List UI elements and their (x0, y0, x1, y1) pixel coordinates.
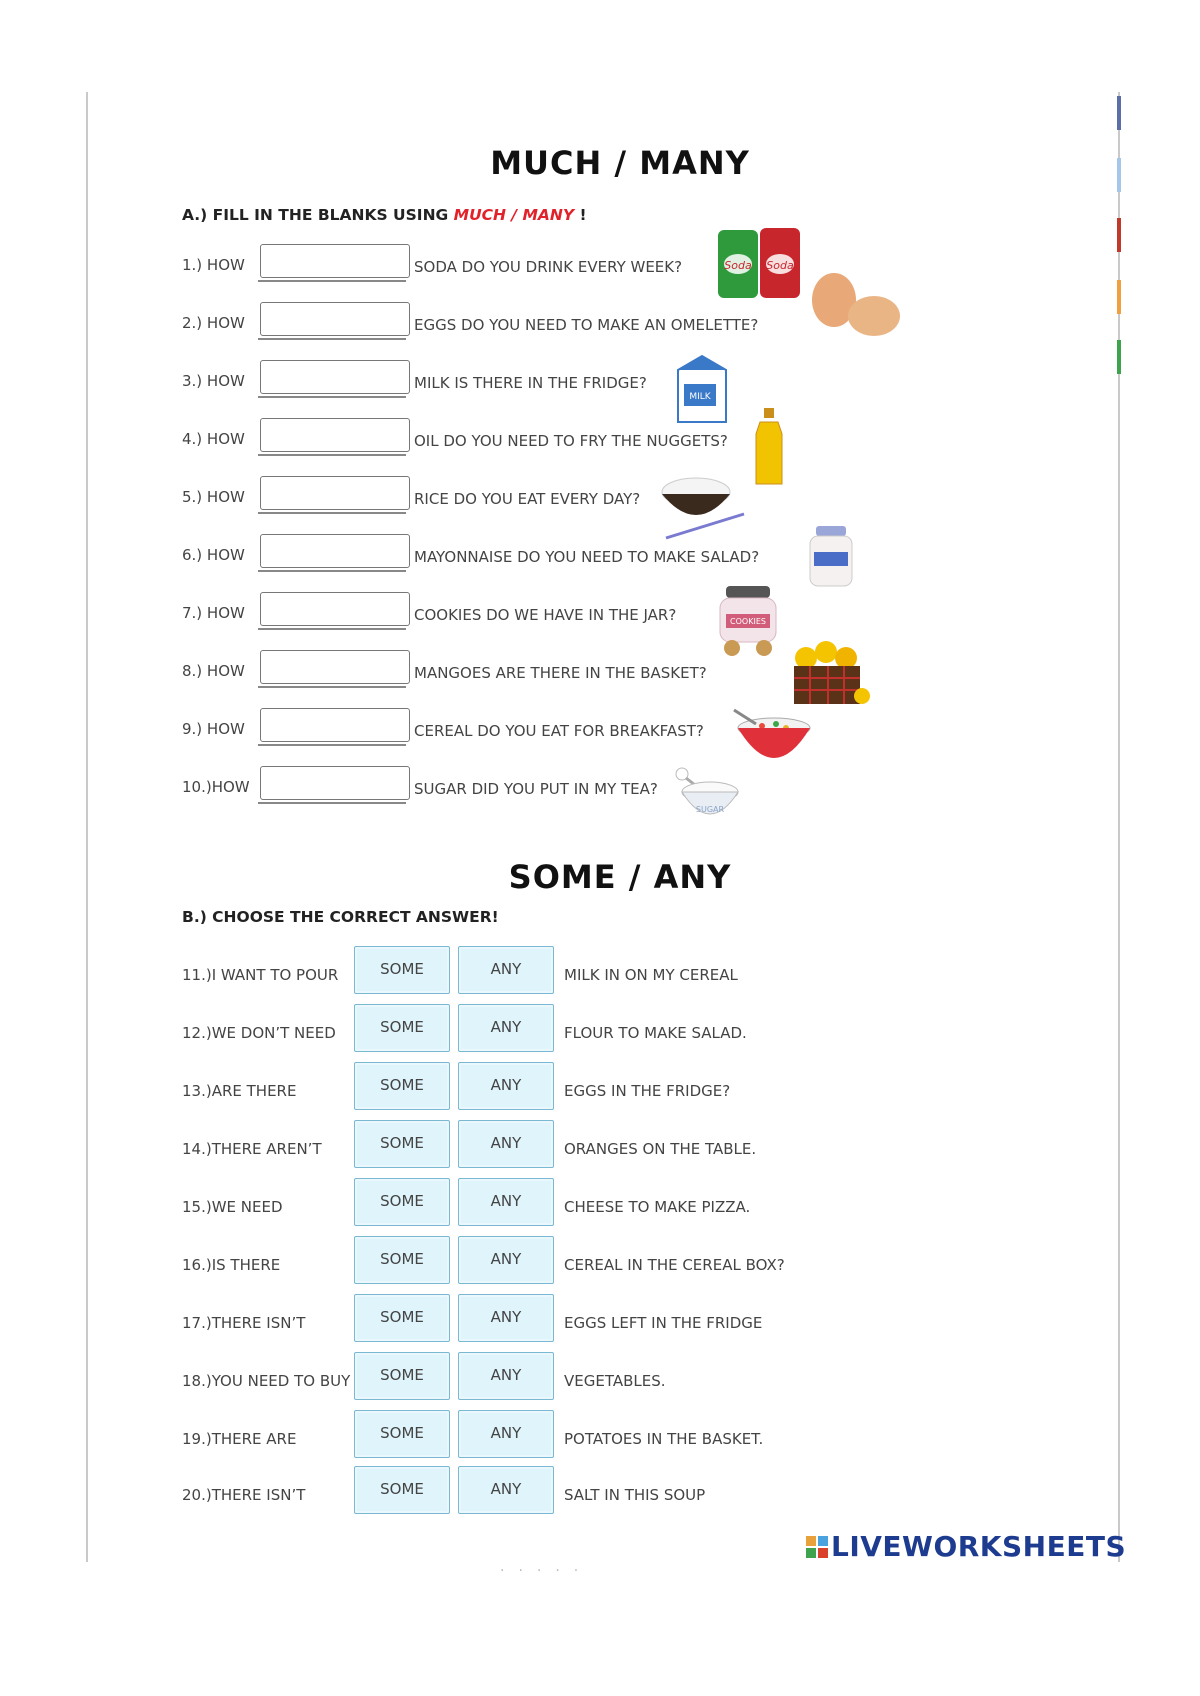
question-number: 9.) HOW (182, 720, 245, 738)
answer-input-5[interactable] (260, 476, 410, 510)
answer-underline (258, 802, 406, 804)
answer-input-6[interactable] (260, 534, 410, 568)
choice-row-16 (182, 1236, 882, 1286)
edge-color-mark (1117, 280, 1121, 314)
choice-row-13 (182, 1062, 882, 1112)
question-text: MAYONNAISE DO YOU NEED TO MAKE SALAD? (414, 548, 760, 566)
question-text: CEREAL DO YOU EAT FOR BREAKFAST? (414, 722, 704, 740)
milk-label: MILK (689, 392, 711, 402)
question-number: 3.) HOW (182, 372, 245, 390)
section-a-instruction (182, 206, 587, 224)
choice-row-20 (182, 1466, 882, 1516)
cereal-bowl-image (732, 706, 814, 772)
question-text: SUGAR DID YOU PUT IN MY TEA? (414, 780, 658, 798)
mango-basket-image (790, 640, 872, 710)
instruction-prefix: A.) FILL IN THE BLANKS USING (182, 206, 454, 224)
choice-row-18 (182, 1352, 882, 1402)
sentence-end: ORANGES ON THE TABLE. (564, 1140, 757, 1158)
some-option-button[interactable]: SOME (354, 1410, 450, 1458)
some-any-title: SOME / ANY (508, 858, 732, 896)
sentence-start: 15.)WE NEED (182, 1198, 283, 1216)
answer-input-4[interactable] (260, 418, 410, 452)
soda-label: Soda (724, 259, 752, 272)
page-border-left (86, 92, 88, 1562)
edge-color-mark (1117, 340, 1121, 374)
some-option-button[interactable]: SOME (354, 1236, 450, 1284)
much-many-title: MUCH / MANY (490, 144, 750, 182)
any-option-button[interactable]: ANY (458, 1120, 554, 1168)
choice-row-14 (182, 1120, 882, 1170)
choice-row-15 (182, 1178, 882, 1228)
choice-row-19 (182, 1410, 882, 1460)
question-number: 2.) HOW (182, 314, 245, 332)
liveworksheets-logo-icon (806, 1536, 828, 1558)
sentence-end: EGGS IN THE FRIDGE? (564, 1082, 731, 1100)
some-option-button[interactable]: SOME (354, 1466, 450, 1514)
section-b-instruction: B.) CHOOSE THE CORRECT ANSWER! (182, 908, 499, 926)
soda-cans-image (716, 224, 806, 304)
rice-bowl-image (656, 468, 748, 544)
oil-bottle-image (754, 408, 784, 486)
some-option-button[interactable]: SOME (354, 1178, 450, 1226)
any-option-button[interactable]: ANY (458, 1466, 554, 1514)
any-option-button[interactable]: ANY (458, 1004, 554, 1052)
sentence-end: POTATOES IN THE BASKET. (564, 1430, 764, 1448)
question-text: SODA DO YOU DRINK EVERY WEEK? (414, 258, 683, 276)
brand-name: LIVEWORKSHEETS (831, 1530, 1127, 1563)
choice-row-17 (182, 1294, 882, 1344)
footer-dots: ····· (500, 1563, 593, 1579)
some-option-button[interactable]: SOME (354, 1120, 450, 1168)
answer-underline (258, 570, 406, 572)
sentence-start: 17.)THERE ISN’T (182, 1314, 306, 1332)
answer-underline (258, 512, 406, 514)
question-text: EGGS DO YOU NEED TO MAKE AN OMELETTE? (414, 316, 759, 334)
some-option-button[interactable]: SOME (354, 1004, 450, 1052)
answer-input-3[interactable] (260, 360, 410, 394)
choice-row-12 (182, 1004, 882, 1054)
sentence-end: EGGS LEFT IN THE FRIDGE (564, 1314, 763, 1332)
some-option-button[interactable]: SOME (354, 946, 450, 994)
question-text: RICE DO YOU EAT EVERY DAY? (414, 490, 641, 508)
question-text: OIL DO YOU NEED TO FRY THE NUGGETS? (414, 432, 728, 450)
any-option-button[interactable]: ANY (458, 1178, 554, 1226)
liveworksheets-brand[interactable] (806, 1530, 1126, 1563)
edge-color-mark (1117, 218, 1121, 252)
sentence-end: CHEESE TO MAKE PIZZA. (564, 1198, 751, 1216)
soda-label: Soda (766, 259, 794, 272)
sentence-end: SALT IN THIS SOUP (564, 1486, 706, 1504)
answer-input-7[interactable] (260, 592, 410, 626)
answer-underline (258, 338, 406, 340)
answer-input-8[interactable] (260, 650, 410, 684)
instruction-suffix: ! (574, 206, 587, 224)
choice-row-11 (182, 946, 882, 996)
answer-input-1[interactable] (260, 244, 410, 278)
any-option-button[interactable]: ANY (458, 1410, 554, 1458)
any-option-button[interactable]: ANY (458, 1294, 554, 1342)
question-number: 7.) HOW (182, 604, 245, 622)
question-number: 6.) HOW (182, 546, 245, 564)
sentence-start: 12.)WE DON’T NEED (182, 1024, 336, 1042)
answer-underline (258, 744, 406, 746)
sentence-start: 19.)THERE ARE (182, 1430, 297, 1448)
question-text: MANGOES ARE THERE IN THE BASKET? (414, 664, 707, 682)
instruction-highlight: MUCH / MANY (453, 206, 575, 224)
sentence-end: FLOUR TO MAKE SALAD. (564, 1024, 747, 1042)
sentence-start: 20.)THERE ISN’T (182, 1486, 306, 1504)
sentence-start: 16.)IS THERE (182, 1256, 281, 1274)
eggs-image (806, 268, 902, 340)
any-option-button[interactable]: ANY (458, 1352, 554, 1400)
sentence-start: 11.)I WANT TO POUR (182, 966, 339, 984)
cookie-label: COOKIES (730, 617, 766, 626)
sentence-end: MILK IN ON MY CEREAL (564, 966, 738, 984)
answer-underline (258, 396, 406, 398)
sentence-start: 13.)ARE THERE (182, 1082, 297, 1100)
edge-color-mark (1117, 96, 1121, 130)
any-option-button[interactable]: ANY (458, 946, 554, 994)
milk-carton-image (672, 352, 732, 426)
question-number: 10.)HOW (182, 778, 250, 796)
question-number: 4.) HOW (182, 430, 245, 448)
sentence-end: VEGETABLES. (564, 1372, 666, 1390)
some-option-button[interactable]: SOME (354, 1352, 450, 1400)
some-option-button[interactable]: SOME (354, 1062, 450, 1110)
some-option-button[interactable]: SOME (354, 1294, 450, 1342)
answer-underline (258, 454, 406, 456)
question-number: 8.) HOW (182, 662, 245, 680)
sugar-bowl-image (672, 762, 744, 828)
answer-input-10[interactable] (260, 766, 410, 800)
question-number: 1.) HOW (182, 256, 245, 274)
answer-underline (258, 280, 406, 282)
sentence-start: 14.)THERE AREN’T (182, 1140, 322, 1158)
sugar-label: SUGAR (695, 805, 725, 814)
sentence-end: CEREAL IN THE CEREAL BOX? (564, 1256, 785, 1274)
question-text: COOKIES DO WE HAVE IN THE JAR? (414, 606, 677, 624)
answer-underline (258, 686, 406, 688)
answer-input-9[interactable] (260, 708, 410, 742)
any-option-button[interactable]: ANY (458, 1236, 554, 1284)
mayonnaise-jar-image (808, 526, 854, 588)
sentence-start: 18.)YOU NEED TO BUY (182, 1372, 351, 1390)
question-number: 5.) HOW (182, 488, 245, 506)
answer-input-2[interactable] (260, 302, 410, 336)
cookie-jar-image (716, 586, 780, 658)
question-text: MILK IS THERE IN THE FRIDGE? (414, 374, 647, 392)
any-option-button[interactable]: ANY (458, 1062, 554, 1110)
answer-underline (258, 628, 406, 630)
